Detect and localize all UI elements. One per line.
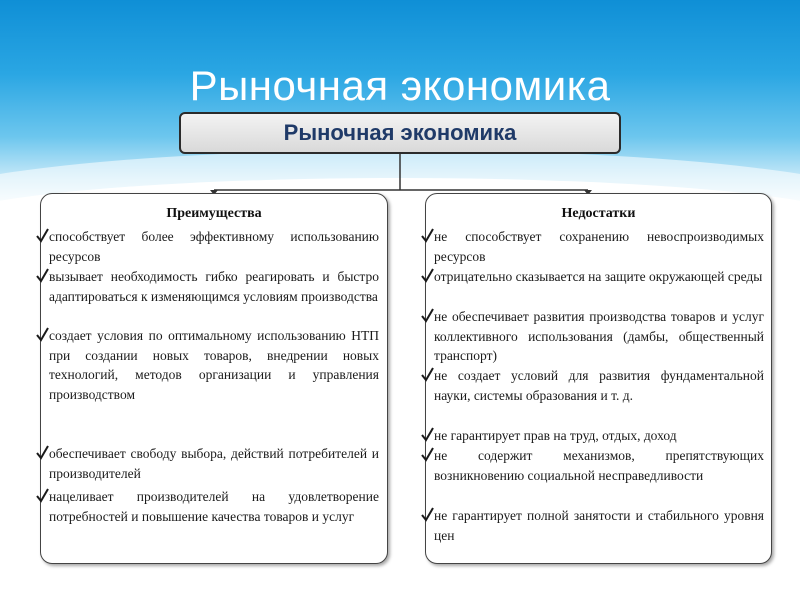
list-item <box>434 426 764 446</box>
check-icon <box>421 267 434 283</box>
disadvantages-title: Недостатки <box>561 206 636 221</box>
advantages-panel <box>40 193 388 564</box>
check-icon <box>36 487 49 503</box>
list-item <box>434 446 764 485</box>
advantages-title: Преимущества <box>166 206 262 221</box>
list-item-text: не гарантирует полной занятости и стабильного уровня цен <box>434 508 764 543</box>
disadvantages-panel <box>425 193 772 564</box>
diagram-header: Рыночная экономика <box>179 112 621 154</box>
list-item-text: не гарантирует прав на труд, отдых, доход <box>434 428 677 443</box>
list-item <box>434 307 764 366</box>
list-item <box>434 227 764 266</box>
list-item-text: не создает условий для развития фундаментальной науки, системы образования и т. д. <box>434 368 764 403</box>
list-item <box>49 444 379 483</box>
check-icon <box>421 366 434 382</box>
list-item-text: создает условия по оптимальному использованию НТП при создании новых товаров, внедрении новых технологий, методов организации и управления производством <box>49 328 379 403</box>
list-item-text: не обеспечивает развития производства товаров и услуг коллективного использования (дамбы, общественный транспорт) <box>434 309 764 364</box>
check-icon <box>36 444 49 460</box>
list-item-text: отрицательно сказывается на защите окружающей среды <box>434 269 763 284</box>
list-item <box>434 366 764 405</box>
list-item-text: не способствует сохранению невоспроизводимых ресурсов <box>434 229 764 264</box>
check-icon <box>36 326 49 342</box>
check-icon <box>421 506 434 522</box>
check-icon <box>421 227 434 243</box>
check-icon <box>421 446 434 462</box>
list-item <box>49 487 379 526</box>
list-item <box>49 227 379 266</box>
check-icon <box>36 267 49 283</box>
check-icon <box>421 426 434 442</box>
list-item <box>49 267 379 306</box>
list-item-text: вызывает необходимость гибко реагировать и быстро адаптироваться к изменяющимся условиям производства <box>49 269 379 304</box>
list-item-text: способствует более эффективному использованию ресурсов <box>49 229 379 264</box>
list-item-text: не содержит механизмов, препятствующих возникновению социальной несправедливости <box>434 448 764 483</box>
check-icon <box>421 307 434 323</box>
list-item <box>49 326 379 405</box>
list-item <box>434 506 764 545</box>
slide-title: Рыночная экономика <box>189 62 611 109</box>
list-item <box>434 267 764 287</box>
list-item-text: обеспечивает свободу выбора, действий потребителей и производителей <box>49 446 379 481</box>
list-item-text: нацеливает производителей на удовлетворение потребностей и повышение качества товаров и услуг <box>49 489 379 524</box>
check-icon <box>36 227 49 243</box>
